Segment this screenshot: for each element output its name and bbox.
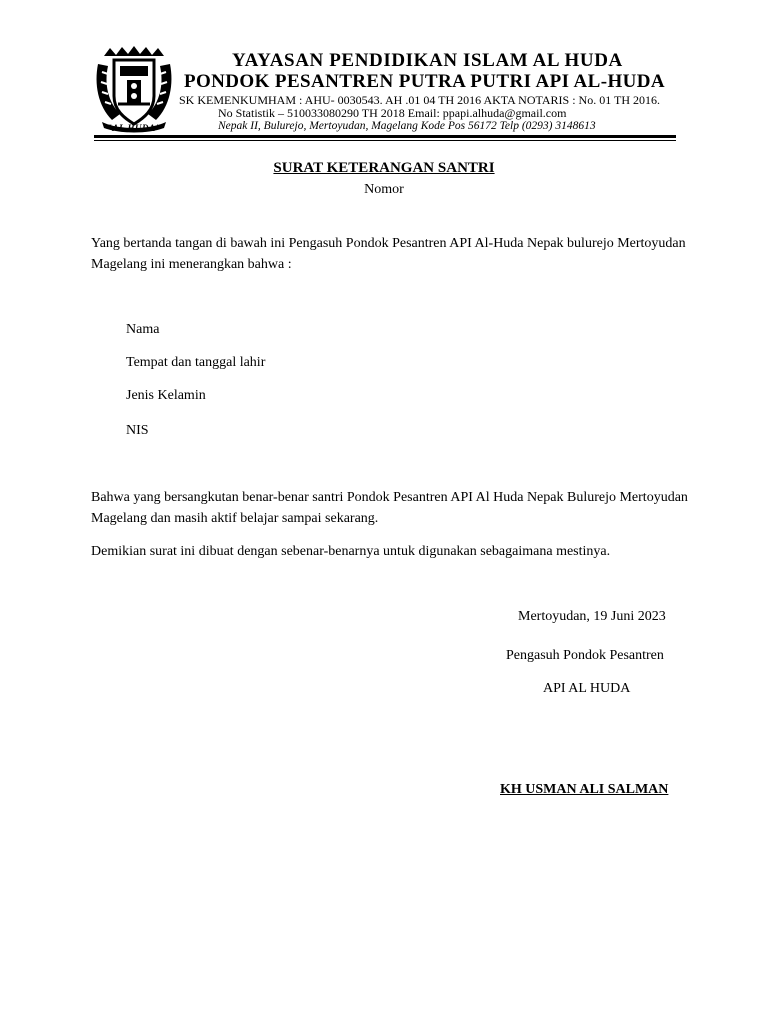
foundation-name: YAYASAN PENDIDIKAN ISLAM AL HUDA — [232, 50, 623, 71]
school-name: PONDOK PESANTREN PUTRA PUTRI API AL-HUDA — [184, 71, 666, 92]
field-name-label: Nama — [126, 322, 160, 337]
field-birth-label: Tempat dan tanggal lahir — [126, 355, 266, 370]
field-gender-label: Jenis Kelamin — [126, 388, 206, 403]
closing-paragraph: Demikian surat ini dibuat dengan sebenar-benarnya untuk digunakan sebagaimana mestinya. — [91, 544, 611, 559]
statement-paragraph: Bahwa yang bersangkutan benar-benar santri Pondok Pesantren API Al Huda Nepak Bulurejo Mertoyudan Magelang dan masih aktif belajar sampai sekarang. — [91, 490, 688, 526]
logo-caption: "AL HUDA" — [107, 123, 161, 133]
signatory-organization: API AL HUDA — [543, 681, 631, 696]
field-nis-label: NIS — [126, 423, 149, 438]
signatory-name: KH USMAN ALI SALMAN — [500, 782, 669, 797]
letterhead-divider-thin — [94, 140, 676, 141]
document-number-label: Nomor — [364, 182, 404, 197]
place-date: Mertoyudan, 19 Juni 2023 — [518, 609, 666, 624]
address-line: Nepak II, Bulurejo, Mertoyudan, Magelang Kode Pos 56172 Telp (0293) 3148613 — [218, 120, 596, 132]
intro-paragraph: Yang bertanda tangan di bawah ini Pengasuh Pondok Pesantren API Al-Huda Nepak bulurejo Mertoyudan Magelang ini menerangkan bahwa : — [91, 236, 686, 272]
registration-line: SK KEMENKUMHAM : AHU- 0030543. AH .01 04 TH 2016 AKTA NOTARIS : No. 01 TH 2016. — [179, 93, 660, 107]
letterhead-divider-thick — [94, 135, 676, 138]
statistic-email-line: No Statistik – 510033080290 TH 2018 Email: ppapi.alhuda@gmail.com — [218, 106, 567, 120]
document-title: SURAT KETERANGAN SANTRI — [273, 160, 495, 176]
signatory-role: Pengasuh Pondok Pesantren — [506, 648, 664, 663]
